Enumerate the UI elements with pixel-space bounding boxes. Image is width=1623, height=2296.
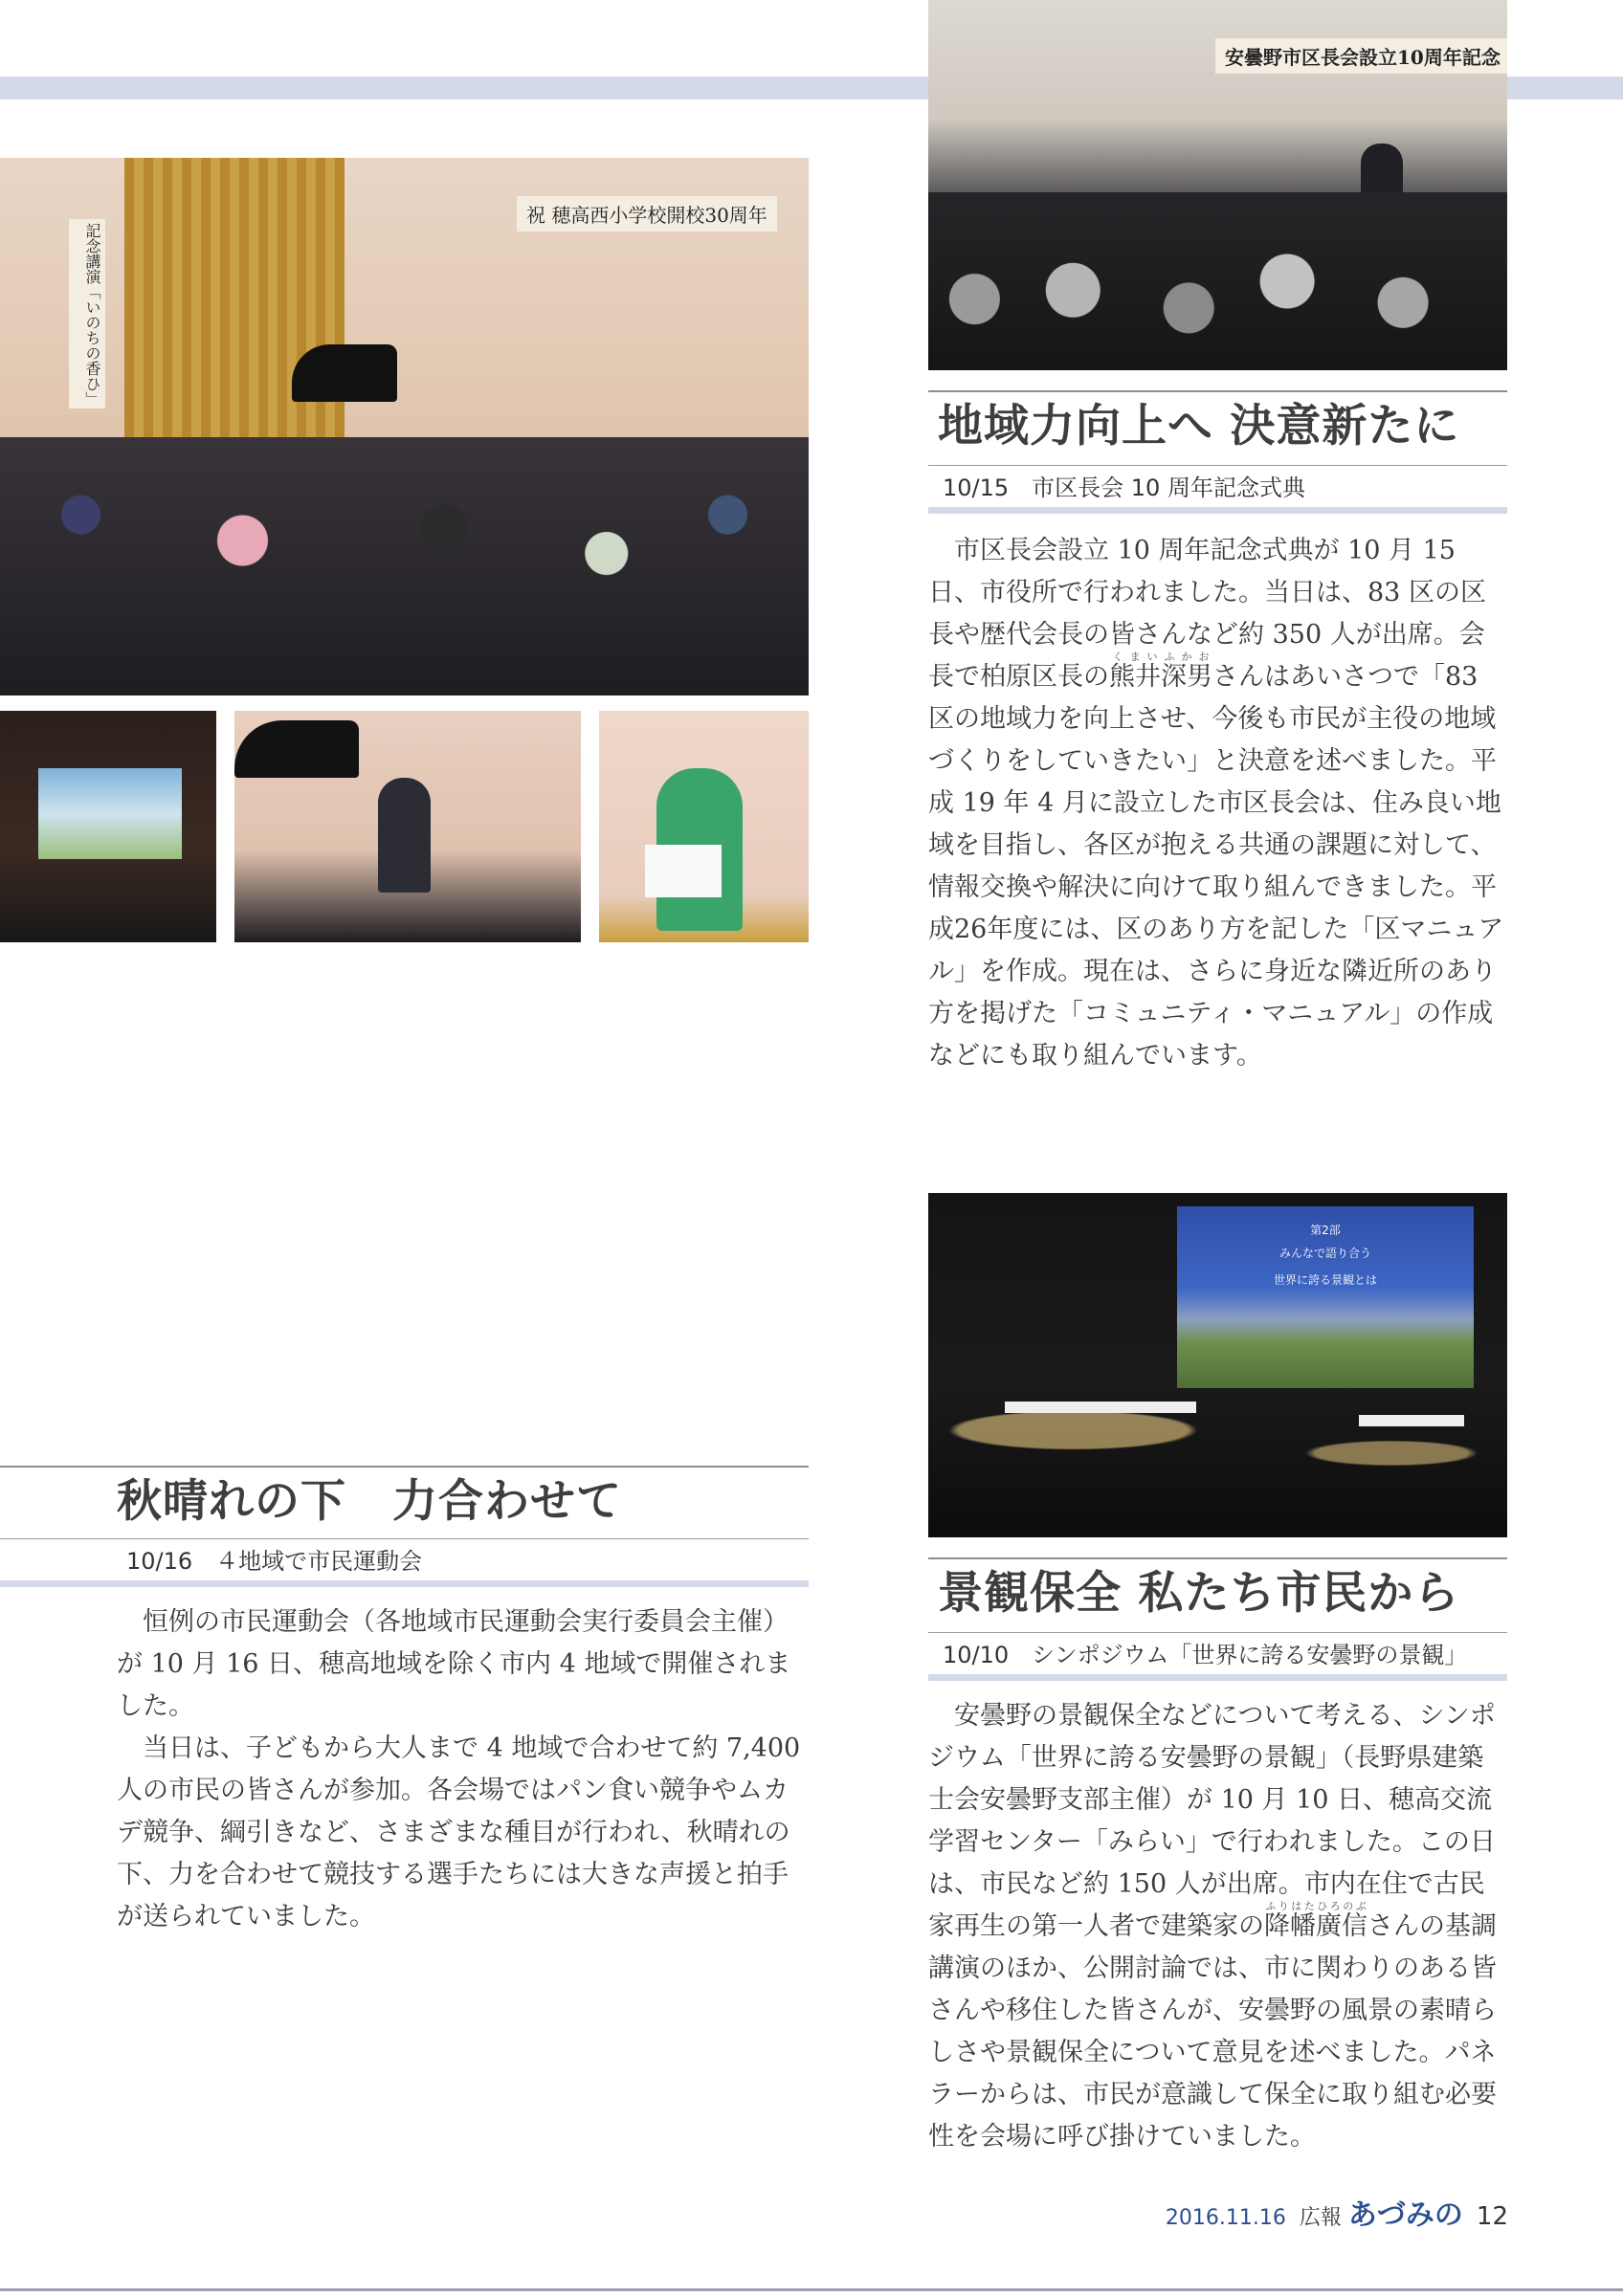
article3-mid-rule [928,1632,1507,1633]
article1-text-a: 市区長会設立 10 周年記念式典が 10 月 15 日、市役所で行われました。当日は、83 区の区長や歴代会長の皆さんなど約 350 人が出席。会長で柏原区長の [928,536,1486,692]
projection-photo [0,711,216,942]
footer-date: 2016.11.16 [1165,2206,1286,2230]
article1-person-name [1109,651,1212,692]
speaker-table [1359,1415,1464,1426]
article1-name-reading: くまいふかお [1109,651,1212,663]
article2-body [117,1601,809,1938]
footer-label: 広報 [1299,2206,1342,2230]
speaker-figure [378,778,431,893]
article2-band [0,1580,809,1587]
article3-paragraph [928,1695,1507,2158]
article1-name-text: 熊井深男 [1109,662,1212,692]
article3-text-a: 安曇野の景観保全などについて考える、シンポジウム「世界に誇る安曇野の景観」（長野県建築士会安曇野支部主催）が 10 月 10 日、穂高交流学習センター「みらい」で行われました。この日は、市民など約 150 人が出席。市内在住で古民家再生の第一人者で建築家の [928,1701,1496,1941]
article3-band [928,1674,1507,1681]
article2-paragraph-1: 恒例の市民運動会（各地域市民運動会実行委員会主催）が 10 月 16 日、穂高地域を除く市内 4 地域で開催されました。 [117,1607,791,1721]
speech-paper [645,845,722,897]
page-footer [1166,2191,1508,2233]
projection-screen [1177,1206,1474,1388]
audience [928,192,1507,370]
article2-mid-rule [0,1538,809,1539]
article3-name-reading: ふりはたひろのぶ [1264,1900,1367,1912]
stage-curtain [124,158,345,470]
school-anniversary-photo [0,158,809,695]
school-banner: 祝 穂高西小学校開校30周年 [517,196,777,232]
article2-top-rule [0,1466,809,1468]
article3-text-b: さんの基調講演のほか、公開討論では、市に関わりのある皆さんや移住した皆さんが、安曇野の風景の素晴らしさや景観保全について意見を述べました。パネラーからは、市民が意識して保全に取り組む必要性を会場に呼び掛けていました。 [928,1911,1497,2152]
bottom-rule [0,2288,1623,2291]
article1-subhead: 10/15 市区長会 10 周年記念式典 [943,475,1305,501]
students-crowd [0,437,809,695]
speaker-photo [234,711,581,942]
footer-brand: あづみの [1347,2198,1463,2232]
screen-line-1: 第2部 [1310,1224,1341,1237]
article1-band [928,507,1507,514]
article3-person-name [1264,1900,1367,1941]
article1-text-b: さんはあいさつで「83 区の地域力を向上させ、今後も市民が主役の地域づくりをしていきたい」と決意を述べました。平成 19 年 4 月に設立した市区長会は、住み良い地域を目指し、各区が抱える共通の課題に対して、情報交換や解決に向けて取り組んできました。平成26年度には、区のあり方を記した「区マニュアル」を作成。現在は、さらに身近な隣近所のあり方を掲げた「コミュニティ・マニュアル」の作成などにも取り組んでいます。 [928,662,1504,1071]
projected-image [38,768,182,859]
symposium-photo [928,1193,1507,1537]
article3-headline: 景観保全 私たち市民から [938,1567,1460,1620]
article3-top-rule [928,1557,1507,1559]
screen-line-3: 世界に誇る景観とは [1273,1273,1377,1287]
page-number: 12 [1476,2202,1508,2231]
article3-body [928,1695,1507,2158]
ceremony-banner: 安曇野市区長会設立10周年記念 [1215,38,1507,74]
panel-table [1005,1402,1196,1413]
article1-headline: 地域力向上へ 決意新たに [938,400,1460,453]
article2-subhead: 10/16 ４地域で市民運動会 [126,1548,423,1575]
screen-line-2: みんなで語り合う [1278,1247,1371,1260]
article2-paragraph-2: 当日は、子どもから大人まで 4 地域で合わせて約 7,400 人の市民の皆さんが参加。各会場ではパン食い競争やムカデ競争、綱引きなど、さまざまな種目が行われ、秋晴れの下、力を合わせて競技する選手たちには大きな声援と拍手が送られていました。 [117,1733,801,1932]
article3-subhead: 10/10 シンポジウム「世界に誇る安曇野の景観」 [943,1642,1468,1668]
piano [292,344,397,402]
ceremony-photo [928,0,1507,370]
article1-mid-rule [928,465,1507,466]
article1-top-rule [928,390,1507,392]
student-speech-photo [599,711,809,942]
article1-body [928,530,1507,1077]
lecture-sign: 記念講演「いのちの香ひ」 [69,219,105,408]
article2-headline: 秋晴れの下 力合わせて [117,1475,622,1528]
article1-paragraph [928,530,1507,1077]
article3-name-text: 降幡廣信 [1264,1911,1367,1941]
grand-piano [234,720,359,778]
